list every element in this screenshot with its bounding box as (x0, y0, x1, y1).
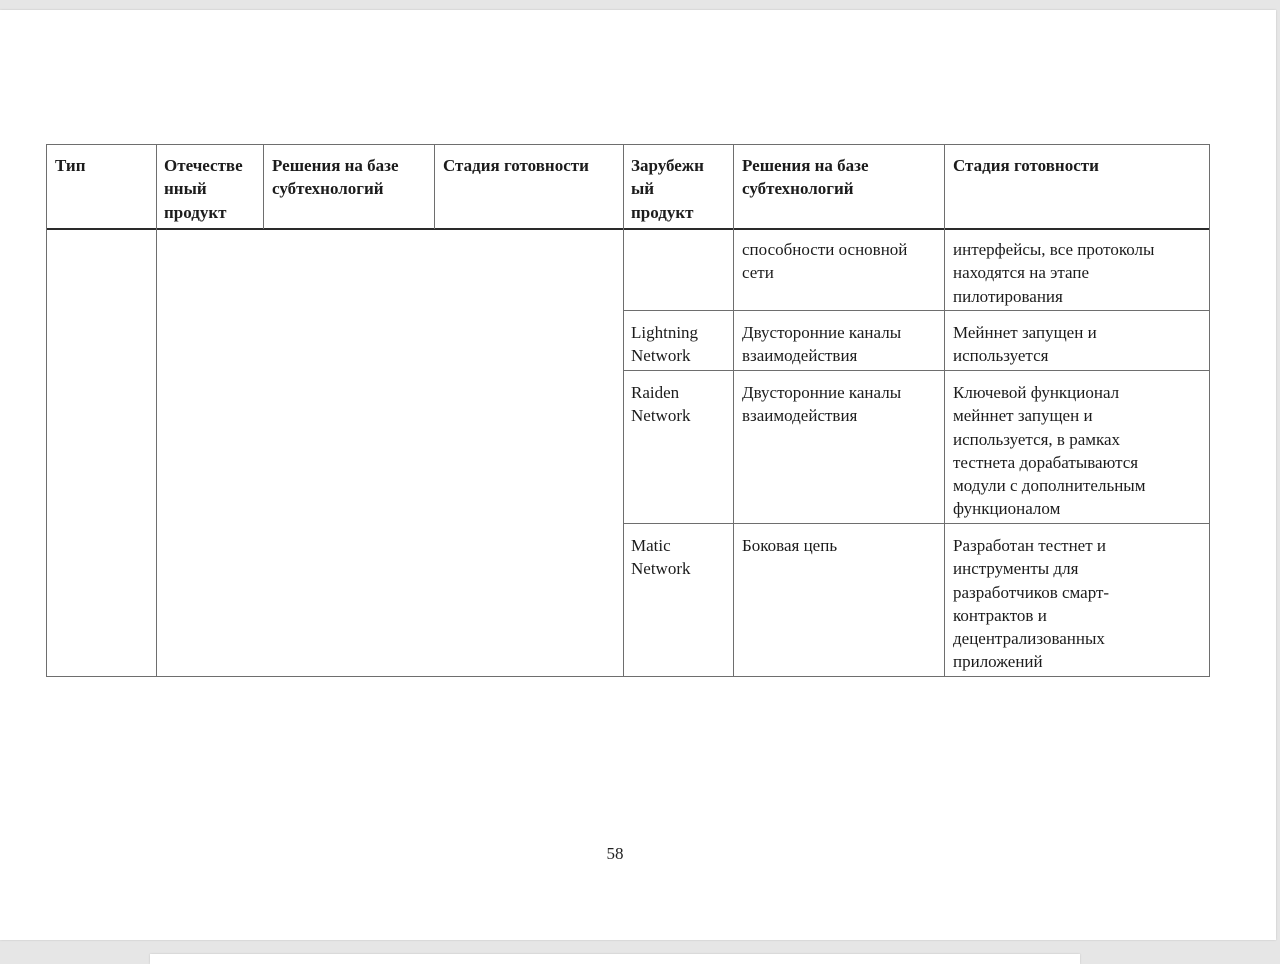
table-row-stage: интерфейсы, все протоколы находятся на этапе пилотирования (953, 240, 1155, 306)
col-divider (263, 144, 264, 229)
col-divider (156, 144, 157, 677)
table-row-product: Raiden Network (631, 383, 691, 426)
header-domestic-solutions: Решения на базе субтехнологий (272, 156, 399, 199)
row-divider (623, 523, 1210, 524)
table-row-solution: Двусторонние каналы взаимодействия (742, 383, 902, 426)
table-row-stage: Ключевой функционал мейннет запущен и используется, в рамках тестнета дорабатываются модули с дополнительным функционалом (953, 383, 1146, 519)
page-number: 58 (606, 844, 624, 863)
header-foreign-stage: Стадия готовности (953, 156, 1099, 175)
table-border-bottom (46, 676, 1210, 677)
header-foreign-solutions: Решения на базе субтехнологий (742, 156, 869, 199)
header-type: Тип (55, 156, 86, 175)
table-row-solution: способности основной сети (742, 240, 908, 283)
col-divider (434, 144, 435, 229)
table-border-left (46, 144, 47, 677)
table-row-solution: Боковая цепь (742, 536, 838, 555)
table-row-product: Matic Network (631, 536, 691, 579)
comparison-table (46, 144, 1210, 677)
header-bottom-rule (46, 228, 1210, 230)
document-page (0, 10, 1276, 940)
header-domestic-stage: Стадия готовности (443, 156, 589, 175)
col-divider (944, 144, 945, 677)
table-border-top (46, 144, 1210, 145)
row-divider (623, 370, 1210, 371)
table-row-product: Lightning Network (631, 323, 699, 366)
table-border-right (1209, 144, 1210, 677)
header-domestic-product: Отечестве нный продукт (164, 156, 243, 222)
table-row-stage: Мейннет запущен и используется (953, 323, 1097, 366)
table-row-solution: Двусторонние каналы взаимодействия (742, 323, 902, 366)
header-foreign-product: Зарубежн ый продукт (631, 156, 704, 222)
next-page-edge (150, 954, 1080, 964)
row-divider (623, 310, 1210, 311)
col-divider (623, 144, 624, 677)
col-divider (733, 144, 734, 677)
table-row-stage: Разработан тестнет и инструменты для разработчиков смарт- контрактов и децентрализованных приложений (953, 536, 1110, 672)
